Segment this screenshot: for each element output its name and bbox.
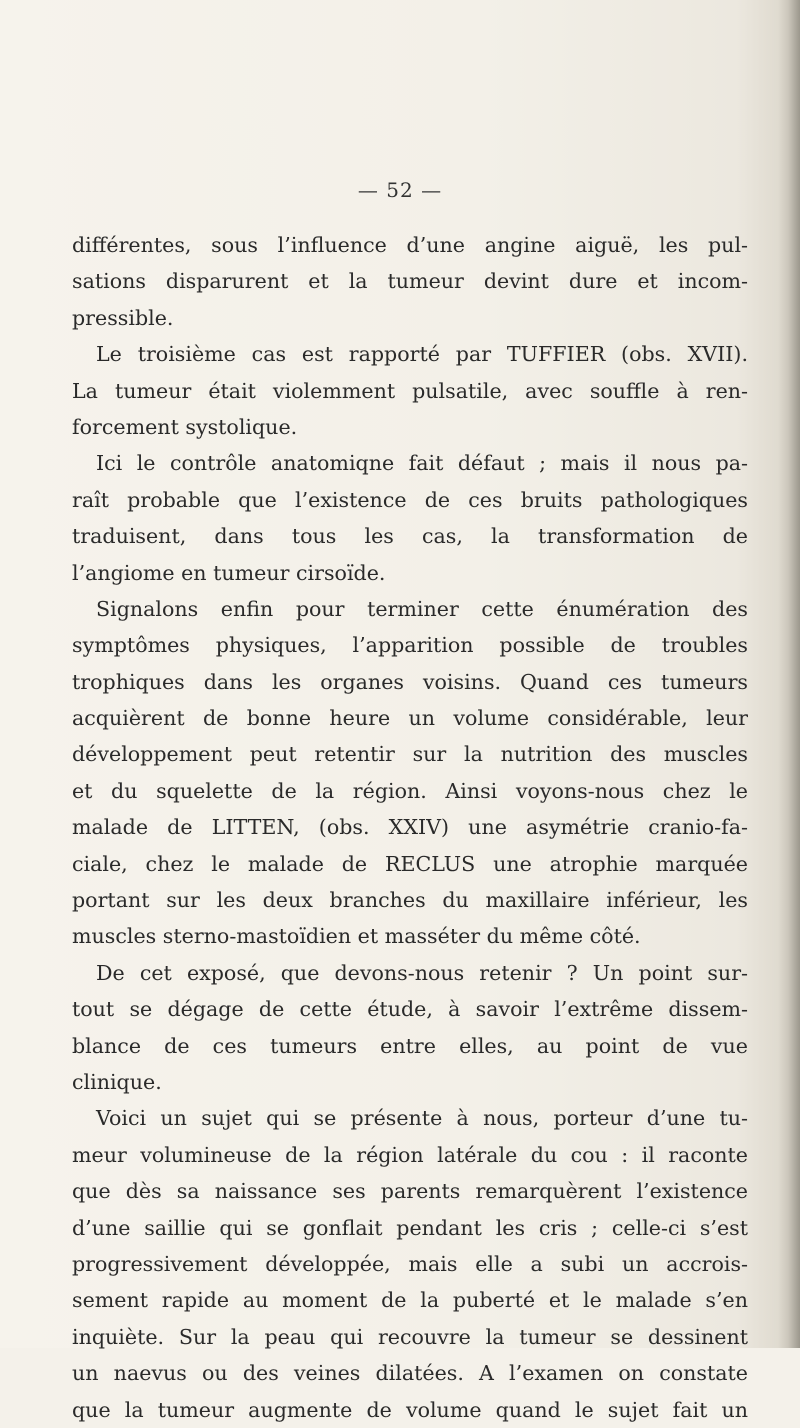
text-line: l’angiome en tumeur cirsoïde.: [72, 560, 386, 585]
text-line: d’une saillie qui se gonflait pendant les cris ; celle-ci s’est: [72, 1215, 748, 1240]
text-line: De cet exposé, que devons-nous retenir ? Un point sur-: [96, 960, 748, 985]
text-line: portant sur les deux branches du maxillaire inférieur, les: [72, 888, 748, 913]
text-line: que la tumeur augmente de volume quand le sujet fait un: [72, 1397, 748, 1422]
text-line: un naevus ou des veines dilatées. A l’examen on constate: [72, 1361, 748, 1386]
text-line: acquièrent de bonne heure un volume considérable, leur: [72, 706, 748, 731]
text-line: Le troisième cas est rapporté par TUFFIER (obs. XVII).: [96, 342, 748, 367]
text-line: traduisent, dans tous les cas, la transformation de: [72, 524, 748, 549]
text-line: pressible.: [72, 305, 174, 330]
text-line: malade de LITTEN, (obs. XXIV) une asymétrie cranio-fa-: [72, 815, 748, 840]
text-line: sement rapide au moment de la puberté et le malade s’en: [72, 1288, 748, 1313]
text-line: symptômes physiques, l’apparition possible de troubles: [72, 633, 748, 658]
page-number: — 52 —: [357, 178, 443, 202]
text-line: trophiques dans les organes voisins. Quand ces tumeurs: [72, 669, 748, 694]
text-line: meur volumineuse de la région latérale du cou : il raconte: [72, 1142, 748, 1167]
text-line: inquiète. Sur la peau qui recouvre la tumeur se dessinent: [72, 1324, 748, 1349]
text-line: raît probable que l’existence de ces bruits pathologiques: [72, 487, 748, 512]
text-line: muscles sterno-mastoïdien et masséter du même côté.: [72, 924, 641, 949]
text-line: clinique.: [72, 1069, 162, 1094]
text-line: progressivement développée, mais elle a subi un accrois-: [72, 1251, 748, 1276]
body-text: [72, 227, 748, 1428]
text-line: développement peut retentir sur la nutrition des muscles: [72, 742, 748, 767]
text-line: ciale, chez le malade de RECLUS une atrophie marquée: [72, 851, 748, 876]
text-line: sations disparurent et la tumeur devint dure et incom-: [72, 269, 748, 294]
text-line: que dès sa naissance ses parents remarquèrent l’existence: [72, 1179, 748, 1204]
page-edge-shadow: [778, 0, 800, 1348]
text-line: Voici un sujet qui se présente à nous, porteur d’une tu-: [96, 1106, 748, 1131]
text-line: blance de ces tumeurs entre elles, au point de vue: [72, 1033, 748, 1058]
text-line: Signalons enfin pour terminer cette énumération des: [96, 596, 748, 621]
text-line: forcement systolique.: [72, 414, 298, 439]
text-line: La tumeur était violemment pulsatile, avec souffle à ren-: [72, 378, 748, 403]
text-line: et du squelette de la région. Ainsi voyons-nous chez le: [72, 778, 748, 803]
text-line: différentes, sous l’influence d’une angine aiguë, les pul-: [72, 233, 748, 257]
text-line: Ici le contrôle anatomiqne fait défaut ; mais il nous pa-: [96, 451, 748, 476]
text-line: tout se dégage de cette étude, à savoir l’extrême dissem-: [72, 997, 748, 1022]
